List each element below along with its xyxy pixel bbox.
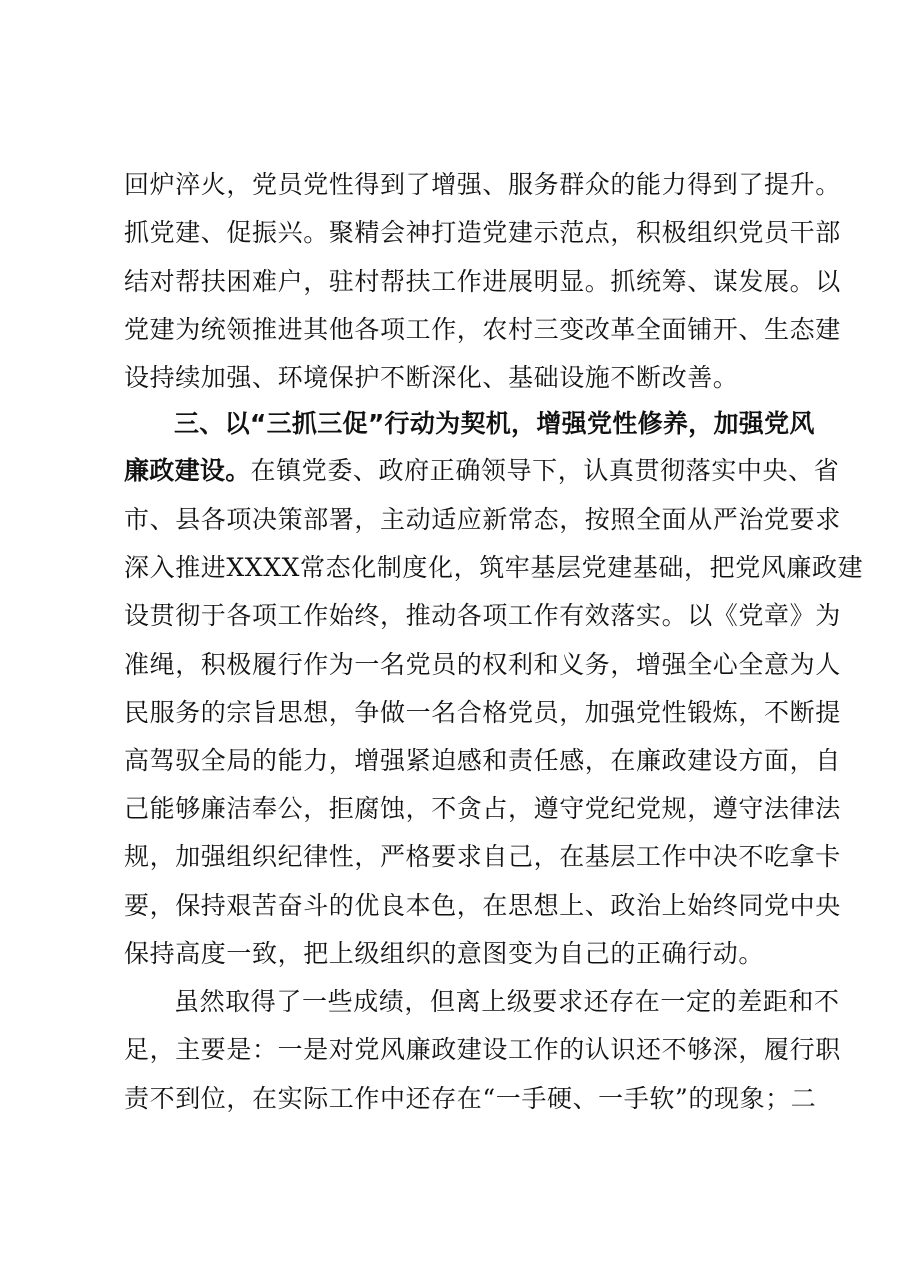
- text-line: 深入推进XXXX常态化制度化，筑牢基层党建基础，把党风廉政建: [124, 553, 864, 582]
- text-line: 高驾驭全局的能力，增强紧迫感和责任感，在廉政建设方面，自: [124, 746, 841, 775]
- text-line: 党建为统领推进其他各项工作，农村三变改革全面铺开、生态建: [124, 315, 841, 344]
- section-heading-line: 三、以“三抓三促”行动为契机，增强党性修养，加强党风: [174, 409, 815, 438]
- text-line: 要，保持艰苦奋斗的优良本色，在思想上、政治上始终同党中央: [124, 891, 841, 920]
- text-line: 准绳，积极履行作为一名党员的权利和义务，增强全心全意为人: [124, 650, 841, 679]
- text-line: 虽然取得了一些成绩，但离上级要求还存在一定的差距和不: [174, 987, 840, 1016]
- text-line: [124, 456, 840, 486]
- text-line: 己能够廉洁奉公，拒腐蚀，不贪占，遵守党纪党规，遵守法律法: [124, 794, 841, 823]
- text-line: 回炉淬火，党员党性得到了增强、服务群众的能力得到了提升。: [124, 170, 841, 199]
- text-line: 责不到位，在实际工作中还存在“一手硬、一手软”的现象；二: [124, 1084, 817, 1113]
- text-line: 规，加强组织纪律性，严格要求自己，在基层工作中决不吃拿卡: [124, 842, 841, 871]
- text-line: 民服务的宗旨思想，争做一名合格党员，加强党性锻炼，不断提: [124, 698, 841, 727]
- text-line: 设持续加强、环境保护不断深化、基础设施不断改善。: [124, 363, 739, 392]
- text-line: 抓党建、促振兴。聚精会神打造党建示范点，积极组织党员干部: [124, 218, 841, 247]
- text-line: 保持高度一致，把上级组织的意图变为自己的正确行动。: [124, 939, 765, 968]
- text-line: 市、县各项决策部署，主动适应新常态，按照全面从严治党要求: [124, 505, 841, 534]
- text-line: 足，主要是：一是对党风廉政建设工作的认识还不够深，履行职: [124, 1035, 841, 1064]
- text-segment: 在镇党委、政府正确领导下，认真贯彻落实中央、省: [250, 456, 840, 485]
- text-line: 结对帮扶困难户，驻村帮扶工作进展明显。抓统筹、谋发展。以: [124, 267, 841, 296]
- text-line: 设贯彻于各项工作始终，推动各项工作有效落实。以《党章》为: [124, 601, 841, 630]
- section-heading-end: 廉政建设。: [124, 456, 251, 485]
